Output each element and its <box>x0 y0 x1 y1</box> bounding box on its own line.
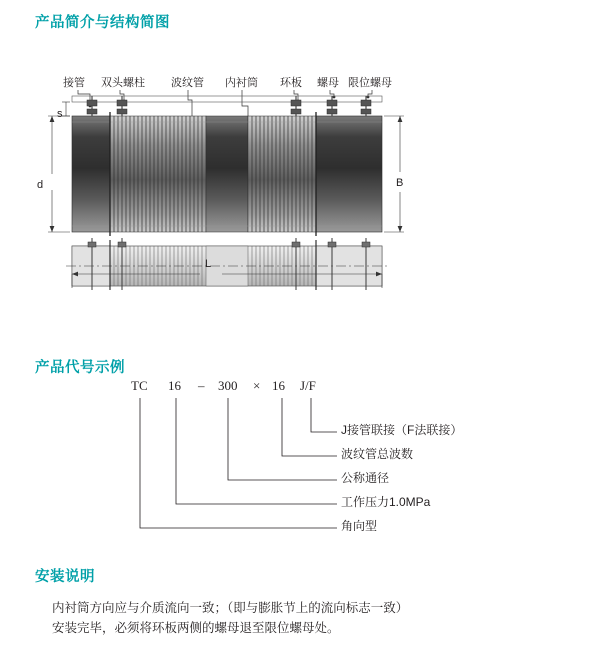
dimension-label-s: s <box>57 108 63 120</box>
install-note-line: 安装完毕，必须将环板两侧的螺母退至限位螺母处。 <box>52 621 340 635</box>
code-token-times: × <box>253 378 261 393</box>
code-token-diameter: 300 <box>218 378 238 393</box>
callout-label-double-stud: 双头螺柱 <box>101 77 145 89</box>
product-code-example <box>0 378 600 538</box>
section-title-structure: 产品简介与结构简图 <box>35 15 170 31</box>
code-desc-pressure: 工作压力1.0MPa <box>341 495 431 509</box>
code-desc-type: 角向型 <box>341 519 378 533</box>
diagram-svg <box>0 60 600 290</box>
section-title-install: 安装说明 <box>35 569 95 585</box>
callout-label-bellows: 波纹管 <box>171 77 204 89</box>
code-token-pressure: 16 <box>168 378 181 393</box>
install-note-line: 内衬筒方向应与介质流向一致；（即与膨胀节上的流向标志一致） <box>52 601 409 615</box>
section-title-code: 产品代号示例 <box>35 360 125 376</box>
install-notes <box>52 598 572 638</box>
callout-label-limit-nut: 限位螺母 <box>348 77 392 89</box>
callout-label-nut: 螺母 <box>317 77 339 89</box>
code-token-dash: – <box>198 378 205 393</box>
code-desc-joint: J接管联接（F法联接） <box>341 423 463 437</box>
code-token-waves: 16 <box>272 378 285 393</box>
callout-label-pipe: 接管 <box>63 77 85 89</box>
structure-diagram <box>0 60 600 290</box>
code-desc-diameter: 公称通径 <box>341 471 390 485</box>
callout-label-liner: 内衬筒 <box>225 77 258 89</box>
dimension-label-d: d <box>37 179 44 191</box>
code-leader-lines <box>0 378 600 538</box>
dimension-label-B: B <box>396 177 404 189</box>
code-token-joint: J/F <box>300 378 316 393</box>
dimension-label-L: L <box>205 258 212 270</box>
callout-label-ring-plate: 环板 <box>280 77 302 89</box>
code-desc-waves: 波纹管总波数 <box>341 447 414 461</box>
code-token-type: TC <box>131 378 148 393</box>
